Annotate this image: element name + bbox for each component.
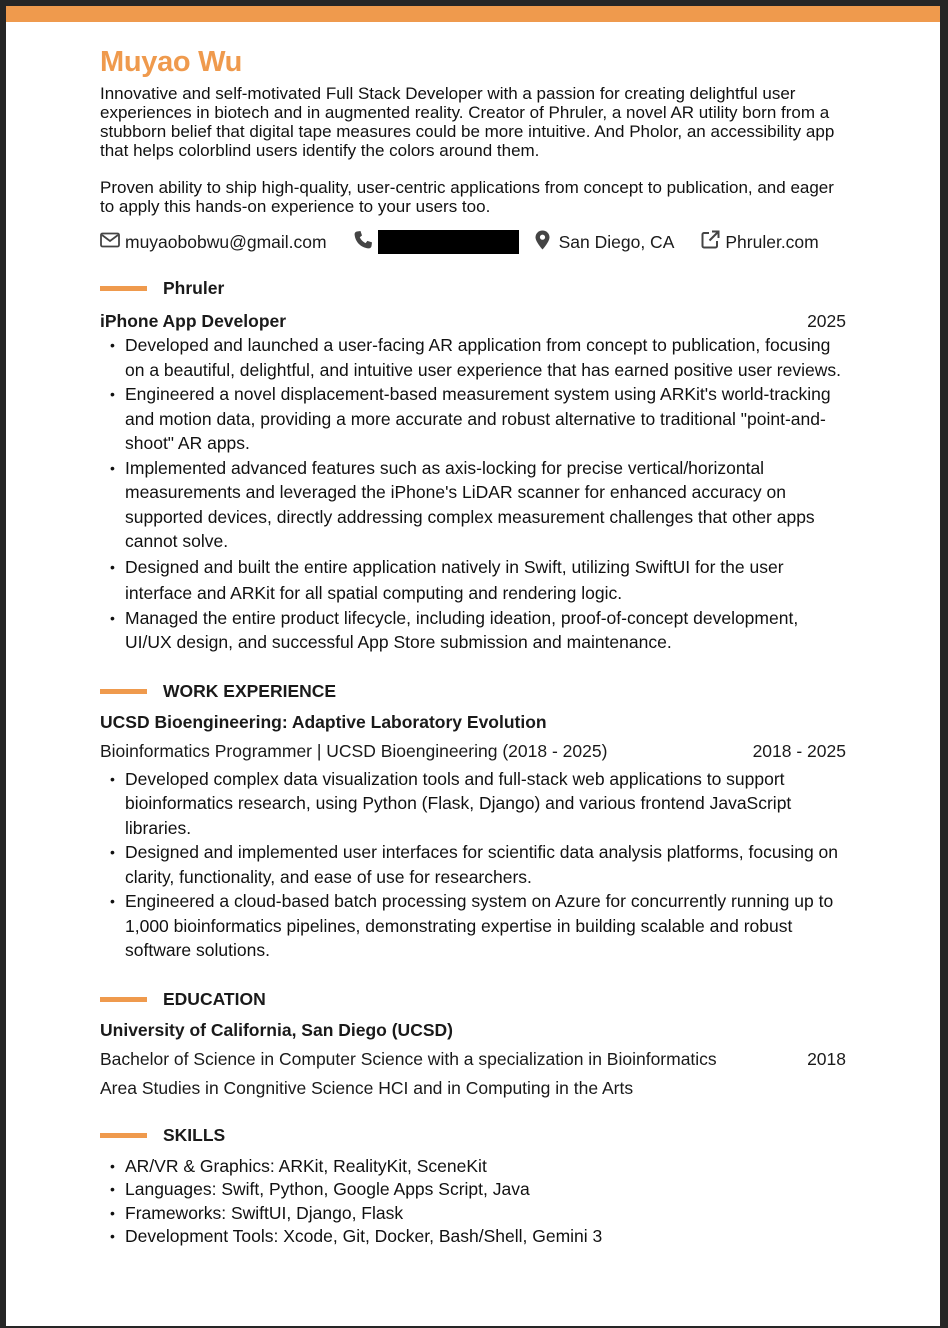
contact-website[interactable] [701, 230, 818, 254]
email-text: muyaobobwu@gmail.com [125, 231, 327, 252]
graduation-date: 2018 [807, 1048, 846, 1069]
section-title: SKILLS [163, 1125, 226, 1145]
candidate-name: Muyao Wu [100, 46, 243, 78]
envelope-icon [100, 232, 120, 253]
school-header [100, 1019, 846, 1041]
website-link[interactable]: Phruler.com [725, 231, 819, 252]
section-header-work-experience [100, 682, 846, 702]
degree-row [100, 1048, 846, 1070]
section-header-education [100, 990, 846, 1010]
summary-paragraph: Proven ability to ship high-quality, user-centric applications from concept to publication, and eager to apply this hands-on experience to your users too. [100, 178, 834, 216]
resume-page [6, 6, 940, 1326]
location-text: San Diego, CA [558, 231, 675, 252]
work-bullets [100, 767, 846, 963]
job-date: 2018 - 2025 [752, 740, 846, 761]
section-accent-bar [100, 689, 147, 694]
list-item: • Developed and launched a user-facing AR application from concept to publication, focusing on a beautiful, delightful, and intuitive user experience that has earned positive user reviews. [125, 333, 846, 382]
list-item: • Engineered a novel displacement-based measurement system using ARKit's world-tracking and motion data, providing a more accurate and robust alternative to traditional "point-and-shoot" AR apps. [125, 382, 846, 456]
skill-item: • AR/VR & Graphics: ARKit, RealityKit, SceneKit [125, 1155, 846, 1179]
school-name: University of California, San Diego (UCSD) [100, 1019, 453, 1040]
section-accent-bar [100, 997, 147, 1002]
job-role: iPhone App Developer [100, 311, 287, 331]
section-accent-bar [100, 1133, 147, 1138]
skill-item: • Frameworks: SwiftUI, Django, Flask [125, 1202, 846, 1226]
org-header [100, 711, 846, 733]
contact-row [100, 229, 846, 255]
section-title: EDUCATION [163, 989, 266, 1009]
contact-email[interactable] [100, 232, 327, 253]
phone-icon [353, 230, 373, 255]
contact-location [535, 230, 675, 255]
section-title: WORK EXPERIENCE [163, 681, 337, 701]
section-header-skills [100, 1126, 846, 1146]
skill-item: • Development Tools: Xcode, Git, Docker, Bash/Shell, Gemini 3 [125, 1225, 846, 1249]
list-item: • Managed the entire product lifecycle, including ideation, proof-of-concept development, UI/UX design, and successful App Store submission and maintenance. [125, 606, 846, 655]
job-header [100, 740, 846, 762]
summary-paragraph: Innovative and self-motivated Full Stack Developer with a passion for creating delightful user experiences in biotech and in augmented reality. Creator of Phruler, a novel AR utility born from a stubborn belief that digital tape measures could be more intuitive. And Pholor, an accessibility app that helps colorblind users identify the colors around them. [100, 84, 835, 160]
list-item: • Developed complex data visualization tools and full-stack web applications to support bioinformatics research, using Python (Flask, Django) and various frontend JavaScript libraries. [125, 767, 846, 841]
list-item: • Designed and implemented user interfaces for scientific data analysis platforms, focusing on clarity, functionality, and ease of use for researchers. [125, 840, 846, 889]
phone-redacted [378, 230, 519, 254]
list-item: • Implemented advanced features such as axis-locking for precise vertical/horizontal measurements and leveraged the iPhone's LiDAR scanner for enhanced accuracy on supported devices, directly addressing complex measurement challenges that other apps cannot solve. [125, 456, 846, 554]
job-date: 2025 [807, 311, 846, 331]
section-header-phruler [100, 278, 846, 298]
resume-content [100, 46, 846, 1249]
degree: Bachelor of Science in Computer Science with a specialization in Bioinformatics [100, 1048, 717, 1069]
summary [100, 84, 846, 216]
area-studies: Area Studies in Congnitive Science HCI and in Computing in the Arts [100, 1077, 634, 1098]
job-role: Bioinformatics Programmer | UCSD Bioengineering (2018 - 2025) [100, 740, 608, 761]
map-pin-icon [535, 230, 550, 255]
area-studies-row [100, 1077, 846, 1099]
contact-phone [353, 230, 519, 255]
section-title: Phruler [163, 277, 225, 298]
org-name: UCSD Bioengineering: Adaptive Laboratory Evolution [100, 711, 547, 732]
skill-item: • Languages: Swift, Python, Google Apps Script, Java [125, 1178, 846, 1202]
phruler-bullets [100, 333, 846, 655]
list-item: • Engineered a cloud-based batch processing system on Azure for concurrently running up to 1,000 bioinformatics pipelines, demonstrating expertise in building scalable and robust software solutions. [125, 889, 846, 963]
skills-list [100, 1155, 846, 1249]
job-header [100, 310, 846, 332]
section-accent-bar [100, 286, 147, 291]
list-item: • Designed and built the entire application natively in Swift, utilizing SwiftUI for the user interface and ARKit for all spatial computing and rendering logic. [125, 554, 846, 606]
accent-top-bar [6, 6, 940, 22]
external-link-icon [701, 230, 720, 254]
